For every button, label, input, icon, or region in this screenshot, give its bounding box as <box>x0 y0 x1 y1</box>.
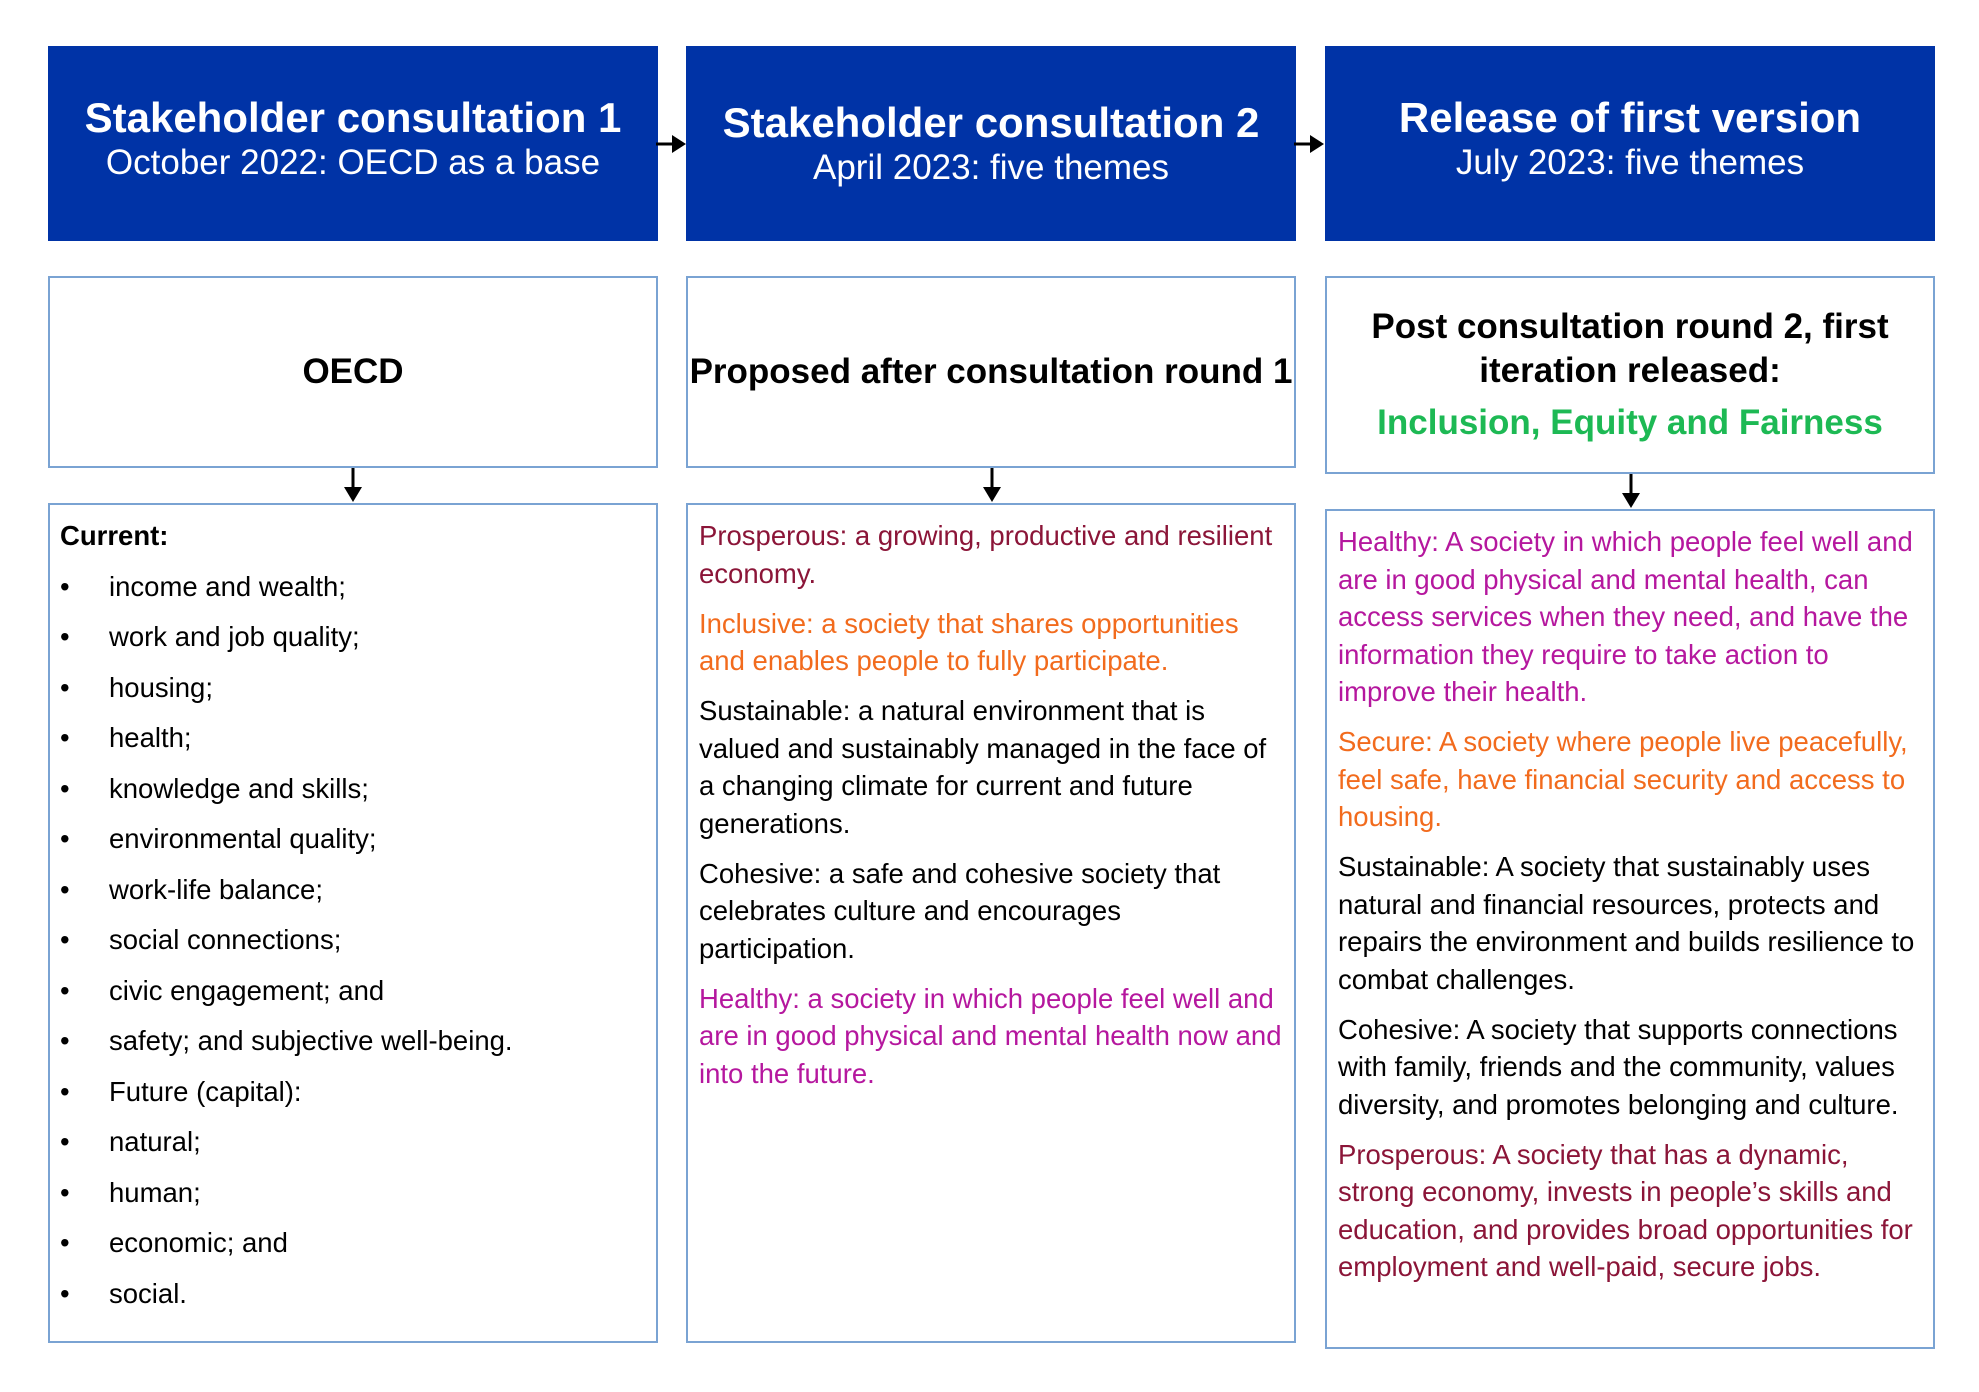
list-item-text: health; <box>109 722 192 753</box>
bullet-icon: • <box>60 1075 70 1107</box>
bullet-icon: • <box>60 1025 70 1056</box>
list-item-text: knowledge and skills; <box>109 772 369 804</box>
list-item <box>60 972 646 1023</box>
stage-header-3 <box>1325 46 1935 241</box>
subheader-title: Post consultation round 2, first iteration released: <box>1371 307 1889 390</box>
column-content-1 <box>48 503 658 1343</box>
arrow-right-icon <box>1294 134 1326 154</box>
bullet-icon: • <box>60 570 70 602</box>
list-item <box>60 1275 646 1326</box>
list-item <box>60 618 646 669</box>
list-item <box>60 871 646 922</box>
column-subheader-1 <box>48 276 658 468</box>
current-heading: Current: <box>60 520 169 551</box>
theme-paragraph-healthy: Healthy: a society in which people feel well and are in good physical and mental health now and into the future. <box>699 982 1282 1089</box>
list-item-text: human; <box>109 1176 201 1208</box>
stage-title: Release of first version <box>1398 94 1862 141</box>
list-item <box>60 568 646 619</box>
arrow-down-icon <box>343 468 363 504</box>
theme-paragraph-sustainable: Sustainable: A society that sustainably uses natural and financial resources, protects and repairs the environment and builds resilience to combat challenges. <box>1338 851 1915 995</box>
arrow-down-icon <box>982 468 1002 504</box>
stage-title: Stakeholder consultation 1 <box>84 94 622 141</box>
column-subheader-3 <box>1325 276 1935 474</box>
column-subheader-2 <box>686 276 1296 468</box>
list-item <box>60 921 646 972</box>
theme-paragraph-inclusive: Inclusive: a society that shares opportunities and enables people to fully participate. <box>699 607 1239 676</box>
stage-title: Stakeholder consultation 2 <box>722 99 1260 146</box>
bullet-icon: • <box>60 671 70 703</box>
column-content-3 <box>1325 509 1935 1349</box>
theme-paragraph-sustainable: Sustainable: a natural environment that is valued and sustainably managed in the face of a changing climate for current and future generations. <box>699 695 1267 839</box>
bullet-icon: • <box>60 1126 70 1157</box>
subheader-accent: Inclusion, Equity and Fairness <box>1377 403 1883 442</box>
list-item-text: natural; <box>109 1126 201 1157</box>
list-item-text: safety; and subjective well-being. <box>109 1025 513 1056</box>
list-item <box>60 1073 646 1124</box>
list-item-text: environmental quality; <box>109 823 377 854</box>
subheader-title: Proposed after consultation round 1 <box>689 352 1293 391</box>
list-item-text: economic; and <box>109 1227 288 1258</box>
bullet-icon: • <box>60 722 70 753</box>
list-item <box>60 820 646 871</box>
stage-subtitle: April 2023: five themes <box>812 148 1169 187</box>
bullet-icon: • <box>60 772 70 804</box>
bullet-icon: • <box>60 974 70 1006</box>
list-item <box>60 719 646 770</box>
list-item-text: social. <box>109 1277 187 1309</box>
list-item <box>60 1224 646 1275</box>
list-item <box>60 770 646 821</box>
list-item-text: Future (capital): <box>109 1075 302 1107</box>
stage-subtitle: October 2022: OECD as a base <box>105 143 601 182</box>
theme-paragraph-secure: Secure: A society where people live peacefully, feel safe, have financial security and access to housing. <box>1338 726 1908 832</box>
list-item-text: income and wealth; <box>109 570 346 602</box>
indicator-list <box>60 568 646 1326</box>
bullet-icon: • <box>60 621 70 652</box>
subheader-title: OECD <box>302 352 404 391</box>
stage-header-2 <box>686 46 1296 241</box>
list-item <box>60 1123 646 1174</box>
bullet-icon: • <box>60 873 70 905</box>
list-item-text: work-life balance; <box>109 873 323 905</box>
list-item <box>60 1174 646 1225</box>
list-item-text: civic engagement; and <box>109 974 385 1006</box>
theme-paragraph-healthy: Healthy: A society in which people feel well and are in good physical and mental health, can access services when they need, and have the information they require to take action to improve their health. <box>1338 526 1913 707</box>
arrow-down-icon <box>1621 474 1641 510</box>
theme-paragraph-prosperous: Prosperous: a growing, productive and resilient economy. <box>699 520 1273 589</box>
list-item <box>60 669 646 720</box>
bullet-icon: • <box>60 823 70 854</box>
theme-paragraph-cohesive: Cohesive: a safe and cohesive society that celebrates culture and encourages participation. <box>699 857 1221 964</box>
bullet-icon: • <box>60 1277 70 1309</box>
theme-paragraph-cohesive: Cohesive: A society that supports connections with family, friends and the community, values diversity, and promotes belonging and culture. <box>1338 1013 1899 1120</box>
stage-header-1 <box>48 46 658 241</box>
bullet-icon: • <box>60 1176 70 1208</box>
column-content-2 <box>686 503 1296 1343</box>
stage-subtitle: July 2023: five themes <box>1455 143 1805 182</box>
arrow-right-icon <box>656 134 688 154</box>
list-item-text: social connections; <box>109 924 342 955</box>
list-item <box>60 1022 646 1073</box>
list-item-text: housing; <box>109 671 213 703</box>
theme-paragraph-prosperous: Prosperous: A society that has a dynamic, strong economy, invests in people’s skills and education, and provides broad opportunities for employment and well-paid, secure jobs. <box>1338 1138 1913 1282</box>
bullet-icon: • <box>60 1227 70 1258</box>
list-item-text: work and job quality; <box>109 621 360 652</box>
bullet-icon: • <box>60 924 70 955</box>
